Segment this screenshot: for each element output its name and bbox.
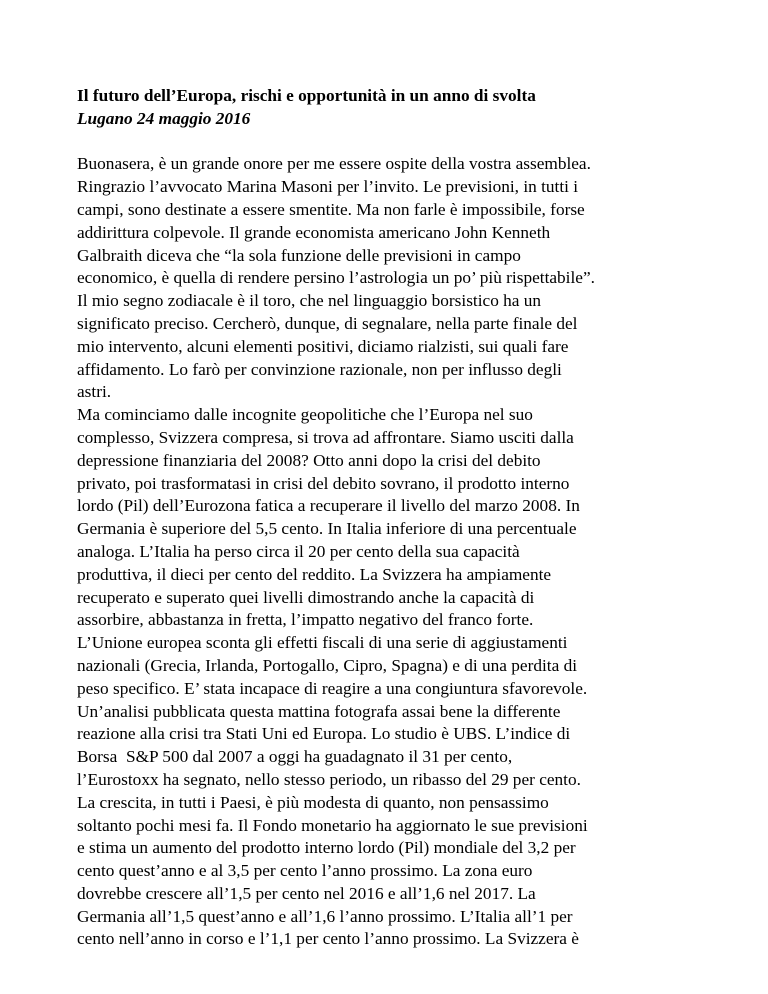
text-line: lordo (Pil) dell’Eurozona fatica a recuperare il livello del marzo 2008. In xyxy=(77,496,580,516)
text-line: Galbraith diceva che “la sola funzione delle previsioni in campo xyxy=(77,245,521,265)
text-line: campi, sono destinate a essere smentite. Ma non farle è impossibile, forse xyxy=(77,199,585,219)
text-line: produttiva, il dieci per cento del reddito. La Svizzera ha ampiamente xyxy=(77,564,552,584)
text-line: assorbire, abbastanza in fretta, l’impatto negativo del franco forte. xyxy=(77,610,534,630)
paragraph xyxy=(77,153,707,404)
text-line: privato, poi trasformatasi in crisi del debito sovrano, il prodotto interno xyxy=(77,473,570,493)
text-line: Buonasera, è un grande onore per me essere ospite della vostra assemblea. xyxy=(77,154,591,174)
text-line: peso specifico. E’ stata incapace di reagire a una congiuntura sfavorevole. xyxy=(77,678,588,698)
text-line: L’Unione europea sconta gli effetti fiscali di una serie di aggiustamenti xyxy=(77,633,568,653)
text-line: recuperato e superato quei livelli dimostrando anche la capacità di xyxy=(77,587,535,607)
text-line: addirittura colpevole. Il grande economista americano John Kenneth xyxy=(77,222,551,242)
text-line: Germania all’1,5 quest’anno e all’1,6 l’anno prossimo. L’Italia all’1 per xyxy=(77,906,573,926)
text-line: nazionali (Grecia, Irlanda, Portogallo, Cipro, Spagna) e di una perdita di xyxy=(77,655,578,675)
text-line: dovrebbe crescere all’1,5 per cento nel 2016 e all’1,6 nel 2017. La xyxy=(77,883,536,903)
text-line: mio intervento, alcuni elementi positivi, diciamo rialzisti, sui quali fare xyxy=(77,336,569,356)
text-line: Borsa S&P 500 dal 2007 a oggi ha guadagnato il 31 per cento, xyxy=(77,747,513,767)
text-line: analoga. L’Italia ha perso circa il 20 per cento della sua capacità xyxy=(77,541,520,561)
text-line: significato preciso. Cercherò, dunque, di segnalare, nella parte finale del xyxy=(77,313,578,333)
document-title: Il futuro dell’Europa, rischi e opportunità in un anno di svolta xyxy=(77,86,536,105)
text-line: e stima un aumento del prodotto interno lordo (Pil) mondiale del 3,2 per xyxy=(77,838,576,858)
text-line: depressione finanziaria del 2008? Otto anni dopo la crisi del debito xyxy=(77,450,541,470)
spacer xyxy=(77,131,707,154)
text-line: complesso, Svizzera compresa, si trova ad affrontare. Siamo usciti dalla xyxy=(77,427,574,447)
text-line: cento nell’anno in corso e l’1,1 per cento l’anno prossimo. La Svizzera è xyxy=(77,929,579,949)
text-line: economico, è quella di rendere persino l’astrologia un po’ più rispettabile”. xyxy=(77,268,595,288)
text-line: reazione alla crisi tra Stati Uni ed Europa. Lo studio è UBS. L’indice di xyxy=(77,724,571,744)
text-line: Ringrazio l’avvocato Marina Masoni per l’invito. Le previsioni, in tutti i xyxy=(77,177,579,197)
paragraph xyxy=(77,404,707,951)
text-line: La crescita, in tutti i Paesi, è più modesta di quanto, non pensassimo xyxy=(77,792,549,812)
text-line: soltanto pochi mesi fa. Il Fondo monetario ha aggiornato le sue previsioni xyxy=(77,815,588,835)
text-line: astri. xyxy=(77,382,112,402)
text-line: cento quest’anno e al 3,5 per cento l’anno prossimo. La zona euro xyxy=(77,861,533,881)
text-line: Il mio segno zodiacale è il toro, che nel linguaggio borsistico ha un xyxy=(77,291,542,311)
text-line: Ma cominciamo dalle incognite geopolitiche che l’Europa nel suo xyxy=(77,405,533,425)
document-subtitle: Lugano 24 maggio 2016 xyxy=(77,108,251,128)
document-body xyxy=(77,153,707,951)
text-line: Un’analisi pubblicata questa mattina fotografa assai bene la differente xyxy=(77,701,561,721)
document-page xyxy=(77,85,707,951)
text-line: Germania è superiore del 5,5 cento. In Italia inferiore di una percentuale xyxy=(77,519,577,539)
text-line: affidamento. Lo farò per convinzione razionale, non per influsso degli xyxy=(77,359,562,379)
text-line: l’Eurostoxx ha segnato, nello stesso periodo, un ribasso del 29 per cento. xyxy=(77,769,581,789)
